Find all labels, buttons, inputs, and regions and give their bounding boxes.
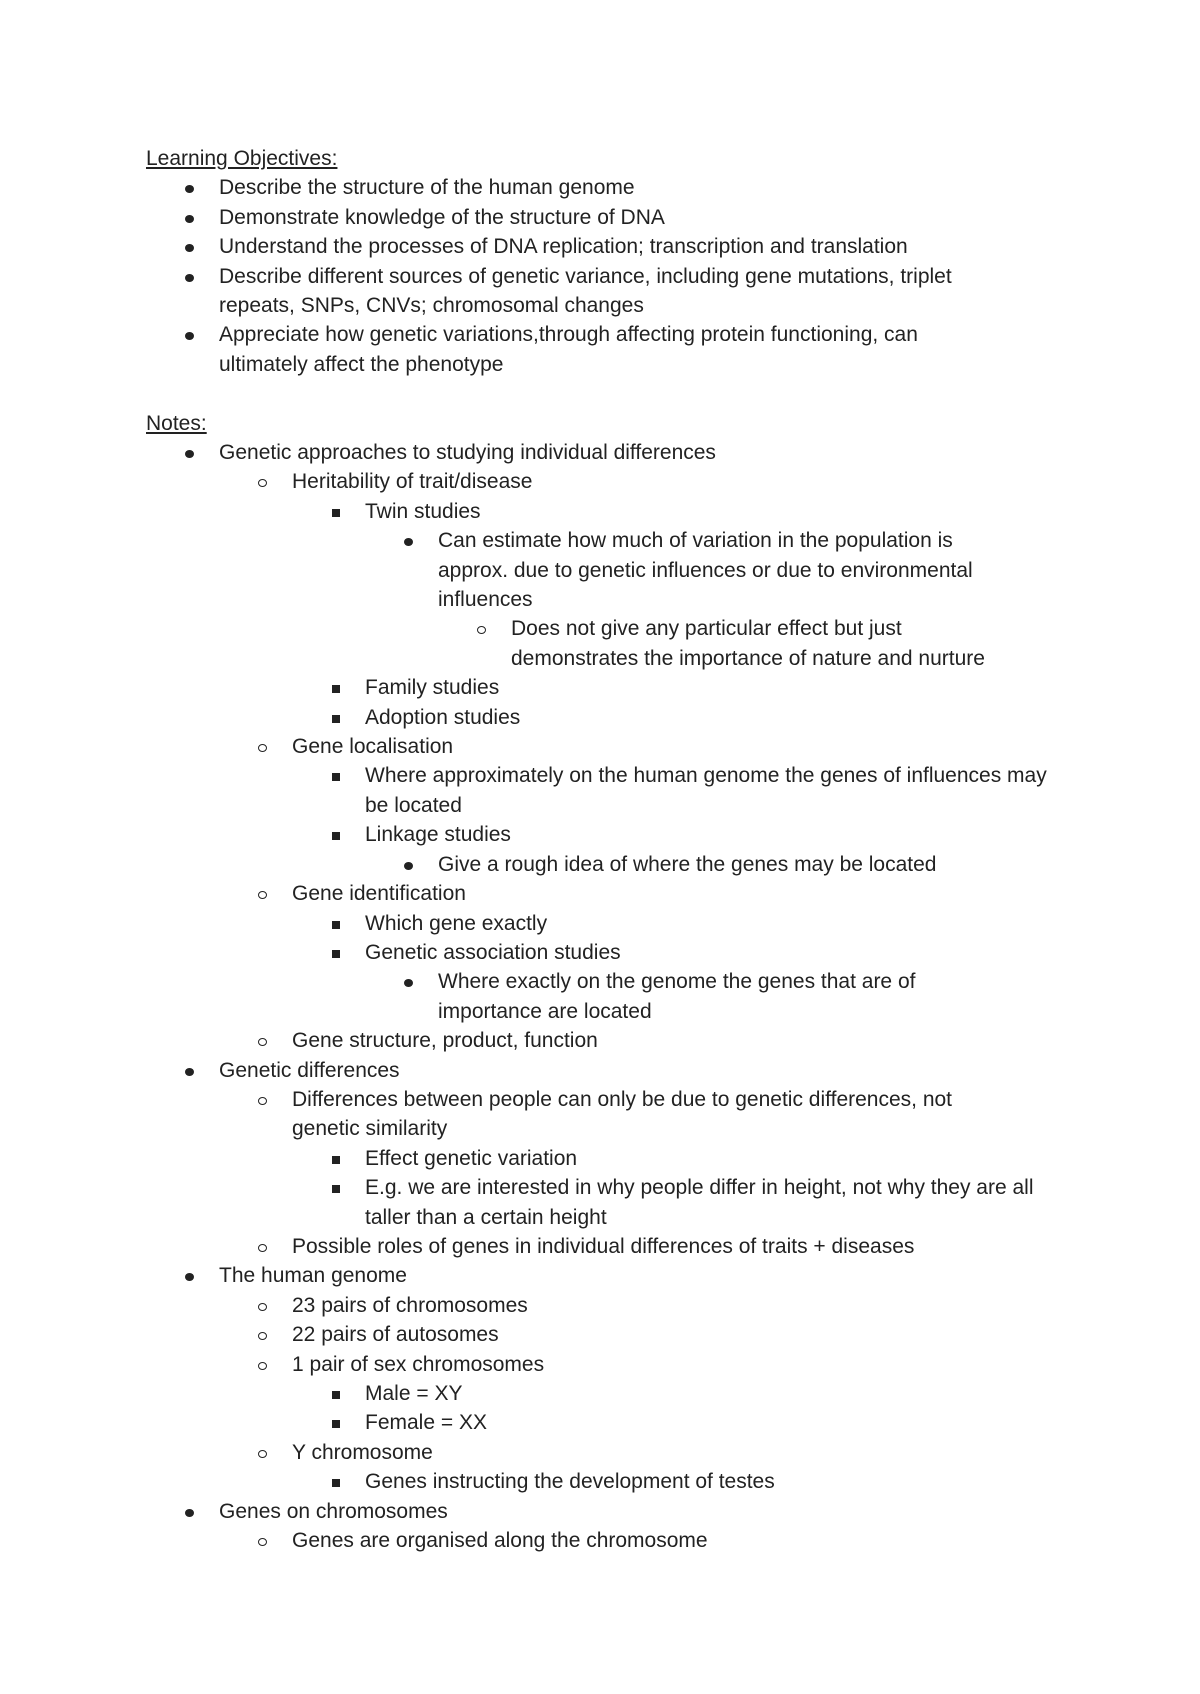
bullet-square-icon	[332, 685, 340, 693]
list-item: Gene identification Which gene exactly Genetic association studies Where exactly on the genome the genes that are of importance are located	[219, 879, 1066, 1026]
bullet-square-icon	[332, 1391, 340, 1399]
nested-list	[292, 909, 1066, 1027]
bullet-circle-icon	[477, 626, 486, 634]
bullet-circle-icon	[258, 891, 267, 899]
list-item: Genetic association studies Where exactly on the genome the genes that are of importance are located	[292, 938, 1066, 1026]
list-item: Possible roles of genes in individual differences of traits + diseases	[219, 1232, 1066, 1261]
list-item: Describe the structure of the human genome	[146, 173, 1066, 202]
nested-list	[292, 1467, 1066, 1496]
bullet-disc-icon	[404, 862, 413, 870]
bullet-disc-icon	[185, 1509, 194, 1517]
list-item: Genes on chromosomes Genes are organised along the chromosome	[146, 1497, 1066, 1556]
nested-list	[438, 614, 1066, 673]
nested-list	[219, 1291, 1066, 1497]
bullet-disc-icon	[185, 450, 194, 458]
list-item: E.g. we are interested in why people differ in height, not why they are all taller than a certain height	[292, 1173, 1066, 1232]
bullet-disc-icon	[404, 538, 413, 546]
bullet-circle-icon	[258, 479, 267, 487]
bullet-circle-icon	[258, 1097, 267, 1105]
list-item: Where approximately on the human genome the genes of influences may be located	[292, 761, 1066, 820]
list-item: Gene localisation Where approximately on the human genome the genes of influences may be located Linkage studies Give a rough idea of where the genes may be located	[219, 732, 1066, 879]
list-item: 23 pairs of chromosomes	[219, 1291, 1066, 1320]
list-item: Differences between people can only be due to genetic differences, not genetic similarity Effect genetic variation E.g. we are interested in why people differ in height, not why they are all taller than a certain height	[219, 1085, 1066, 1232]
bullet-circle-icon	[258, 1450, 267, 1458]
notes-list-container	[146, 438, 1066, 1555]
bullet-circle-icon	[258, 1332, 267, 1340]
list-item: Gene structure, product, function	[219, 1026, 1066, 1055]
list-item: Adoption studies	[292, 703, 1066, 732]
bullet-disc-icon	[185, 1273, 194, 1281]
list-item: Genetic approaches to studying individual differences Heritability of trait/disease Twin studies Can estimate how much of variation in the population is approx. due to genetic influences or due to environmental influences Does not give any particular effect but just demonstrates the importance of nature and nurture Family studies Adoption studies Gene localisation Where approximately on the human genome the genes of influences may be located Linkage studies Give a rough idea of where the genes may be located Gene identification Which gene exactly Genetic association studies Where exactly on the genome the genes that are of importance are located Gene structure, product, function	[146, 438, 1066, 1056]
bullet-square-icon	[332, 950, 340, 958]
nested-list	[219, 1526, 1066, 1555]
bullet-disc-icon	[185, 274, 194, 282]
list-item: Twin studies Can estimate how much of variation in the population is approx. due to genetic influences or due to environmental influences Does not give any particular effect but just demonstrates the importance of nature and nurture	[292, 497, 1066, 673]
bullet-disc-icon	[185, 215, 194, 223]
list-item: The human genome 23 pairs of chromosomes 22 pairs of autosomes 1 pair of sex chromosomes Male = XY Female = XX Y chromosome Genes instructing the development of testes	[146, 1261, 1066, 1496]
nested-list	[292, 761, 1066, 879]
bullet-circle-icon	[258, 1538, 267, 1546]
list-item: Where exactly on the genome the genes that are of importance are located	[365, 967, 1066, 1026]
list-item: Y chromosome Genes instructing the development of testes	[219, 1438, 1066, 1497]
list-item: Understand the processes of DNA replication; transcription and translation	[146, 232, 1066, 261]
document-page	[146, 144, 1066, 1555]
bullet-square-icon	[332, 1420, 340, 1428]
bullet-square-icon	[332, 509, 340, 517]
bullet-square-icon	[332, 715, 340, 723]
bullet-disc-icon	[185, 1068, 194, 1076]
list-item: Does not give any particular effect but just demonstrates the importance of nature and nurture	[438, 614, 1066, 673]
list-item: Family studies	[292, 673, 1066, 702]
list-item: 22 pairs of autosomes	[219, 1320, 1066, 1349]
list-item: Female = XX	[292, 1408, 1066, 1437]
bullet-circle-icon	[258, 1362, 267, 1370]
bullet-square-icon	[332, 773, 340, 781]
bullet-square-icon	[332, 1479, 340, 1487]
nested-list	[292, 1144, 1066, 1232]
list-item: Describe different sources of genetic variance, including gene mutations, triplet repeats, SNPs, CNVs; chromosomal changes	[146, 262, 1066, 321]
bullet-disc-icon	[185, 185, 194, 193]
bullet-disc-icon	[185, 332, 194, 340]
nested-list	[292, 1379, 1066, 1438]
learning-objectives-list	[146, 173, 1066, 379]
nested-list	[219, 467, 1066, 1055]
list-item: Demonstrate knowledge of the structure of DNA	[146, 203, 1066, 232]
bullet-circle-icon	[258, 1038, 267, 1046]
learning-objectives-heading: Learning Objectives:	[146, 147, 338, 170]
nested-list	[219, 1085, 1066, 1261]
bullet-circle-icon	[258, 1244, 267, 1252]
bullet-square-icon	[332, 832, 340, 840]
notes-list	[146, 438, 1066, 1555]
list-item: Genetic differences Differences between people can only be due to genetic differences, not genetic similarity Effect genetic variation E.g. we are interested in why people differ in height, not why they are all taller than a certain height Possible roles of genes in individual differences of traits + diseases	[146, 1056, 1066, 1262]
nested-list	[365, 526, 1066, 673]
bullet-disc-icon	[185, 244, 194, 252]
nested-list	[365, 967, 1066, 1026]
list-item: Give a rough idea of where the genes may be located	[365, 850, 1066, 879]
list-item: Male = XY	[292, 1379, 1066, 1408]
nested-list	[292, 497, 1066, 732]
notes-heading: Notes:	[146, 411, 207, 435]
list-item: Heritability of trait/disease Twin studies Can estimate how much of variation in the population is approx. due to genetic influences or due to environmental influences Does not give any particular effect but just demonstrates the importance of nature and nurture Family studies Adoption studies	[219, 467, 1066, 732]
list-item: Effect genetic variation	[292, 1144, 1066, 1173]
list-item: 1 pair of sex chromosomes Male = XY Female = XX	[219, 1350, 1066, 1438]
list-item: Which gene exactly	[292, 909, 1066, 938]
bullet-square-icon	[332, 1156, 340, 1164]
paragraph-spacer	[146, 379, 1066, 408]
nested-list	[365, 850, 1066, 879]
list-item: Appreciate how genetic variations,through affecting protein functioning, can ultimately affect the phenotype	[146, 320, 1066, 379]
bullet-square-icon	[332, 1185, 340, 1193]
list-item: Can estimate how much of variation in the population is approx. due to genetic influences or due to environmental influences Does not give any particular effect but just demonstrates the importance of nature and nurture	[365, 526, 1066, 673]
bullet-square-icon	[332, 921, 340, 929]
list-item: Genes instructing the development of testes	[292, 1467, 1066, 1496]
list-item: Linkage studies Give a rough idea of where the genes may be located	[292, 820, 1066, 879]
list-item: Genes are organised along the chromosome	[219, 1526, 1066, 1555]
bullet-circle-icon	[258, 1303, 267, 1311]
bullet-circle-icon	[258, 744, 267, 752]
bullet-disc-icon	[404, 979, 413, 987]
